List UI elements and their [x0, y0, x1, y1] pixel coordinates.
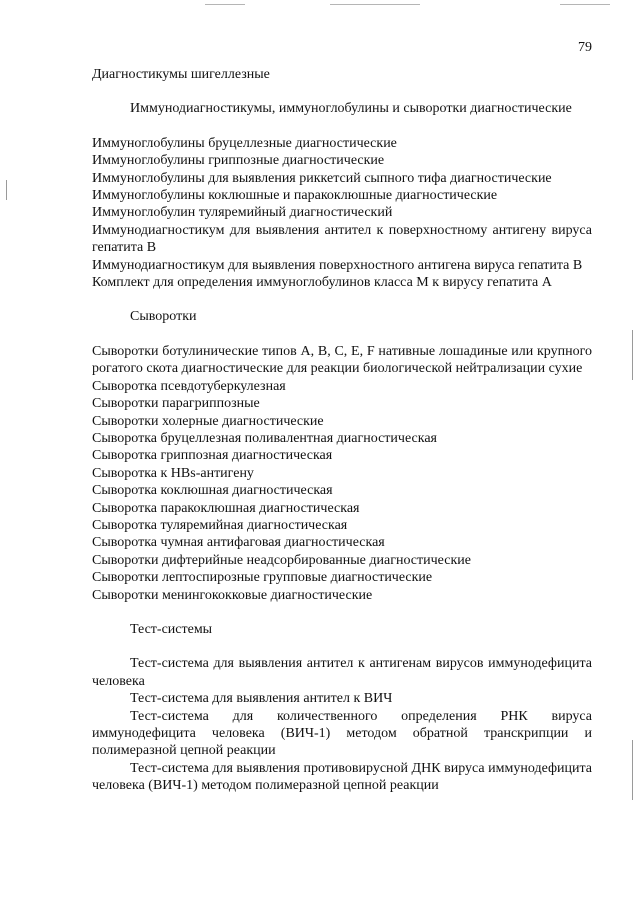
list-item: Комплект для определения иммуноглобулинов класса М к вирусу гепатита А [92, 275, 552, 291]
section-heading: Тест-системы [130, 621, 213, 637]
paragraph-spacer [92, 83, 592, 100]
list-item: Иммуноглобулины для выявления риккетсий сыпного тифа диагностические [92, 170, 552, 186]
scan-artifact [560, 4, 610, 5]
paragraph-spacer [92, 604, 592, 621]
list-item: Тест-система для количественного определения РНК вируса иммунодефицита человека (ВИЧ-1) методом обратной транскрипции и полимеразной цепной реакции [92, 708, 592, 759]
list-item: Сыворотка бруцеллезная поливалентная диагностическая [92, 430, 437, 446]
list-item: Тест-система для выявления антител к ВИЧ [130, 691, 393, 707]
list-item: Сыворотки парагриппозные [92, 396, 260, 412]
list-item: Сыворотки холерные диагностические [92, 413, 324, 429]
list-item: Иммунодиагностикум для выявления поверхностного антигена вируса гепатита В [92, 257, 583, 273]
scan-artifact [6, 180, 7, 200]
list-item: Иммуноглобулин туляремийный диагностический [92, 205, 393, 221]
list-item: Сыворотка чумная антифаговая диагностическая [92, 535, 385, 551]
list-item: Иммуноглобулины коклюшные и паракоклюшные диагностические [92, 188, 498, 204]
list-item: Иммуноглобулины гриппозные диагностические [92, 153, 385, 169]
list-item: Сыворотка псевдотуберкулезная [92, 378, 286, 394]
list-item: Иммунодиагностикум для выявления антител к поверхностному антигену вируса гепатита В [92, 222, 592, 256]
paragraph-spacer [92, 638, 592, 655]
list-item: Сыворотка к HBs-антигену [92, 465, 254, 481]
list-item: Сыворотки ботулинические типов А, В, С, Е, F нативные лошадиные или крупного рогатого скота диагностические для реакции биологической нейтрализации сухие [92, 343, 592, 377]
list-item: Сыворотки менингококковые диагностические [92, 587, 373, 603]
scan-artifact [632, 740, 633, 800]
scan-artifact [330, 4, 420, 5]
list-item: Сыворотки дифтерийные неадсорбированные диагностические [92, 552, 471, 568]
scan-artifact [632, 330, 633, 380]
section-heading: Сыворотки [130, 309, 197, 325]
paragraph-spacer [92, 291, 592, 308]
document-body [92, 66, 592, 795]
list-item: Сыворотка коклюшная диагностическая [92, 483, 333, 499]
list-item: Диагностикумы шигеллезные [92, 67, 270, 82]
list-item: Тест-система для выявления антител к антигенам вирусов иммунодефицита человека [92, 656, 592, 689]
list-item: Сыворотка туляремийная диагностическая [92, 517, 348, 533]
page-number: 79 [578, 40, 592, 55]
list-item: Тест-система для выявления противовирусной ДНК вируса иммунодефицита человека (ВИЧ-1) методом полимеразной цепной реакции [92, 760, 592, 794]
list-item: Сыворотки лептоспирозные групповые диагностические [92, 570, 433, 586]
list-item: Сыворотка гриппозная диагностическая [92, 448, 333, 464]
scan-artifact [205, 4, 245, 5]
paragraph-spacer [92, 118, 592, 135]
paragraph-spacer [92, 326, 592, 343]
section-heading: Иммунодиагностикумы, иммуноглобулины и сыворотки диагностические [130, 101, 572, 117]
list-item: Сыворотка паракоклюшная диагностическая [92, 500, 360, 516]
list-item: Иммуноглобулины бруцеллезные диагностические [92, 135, 397, 151]
